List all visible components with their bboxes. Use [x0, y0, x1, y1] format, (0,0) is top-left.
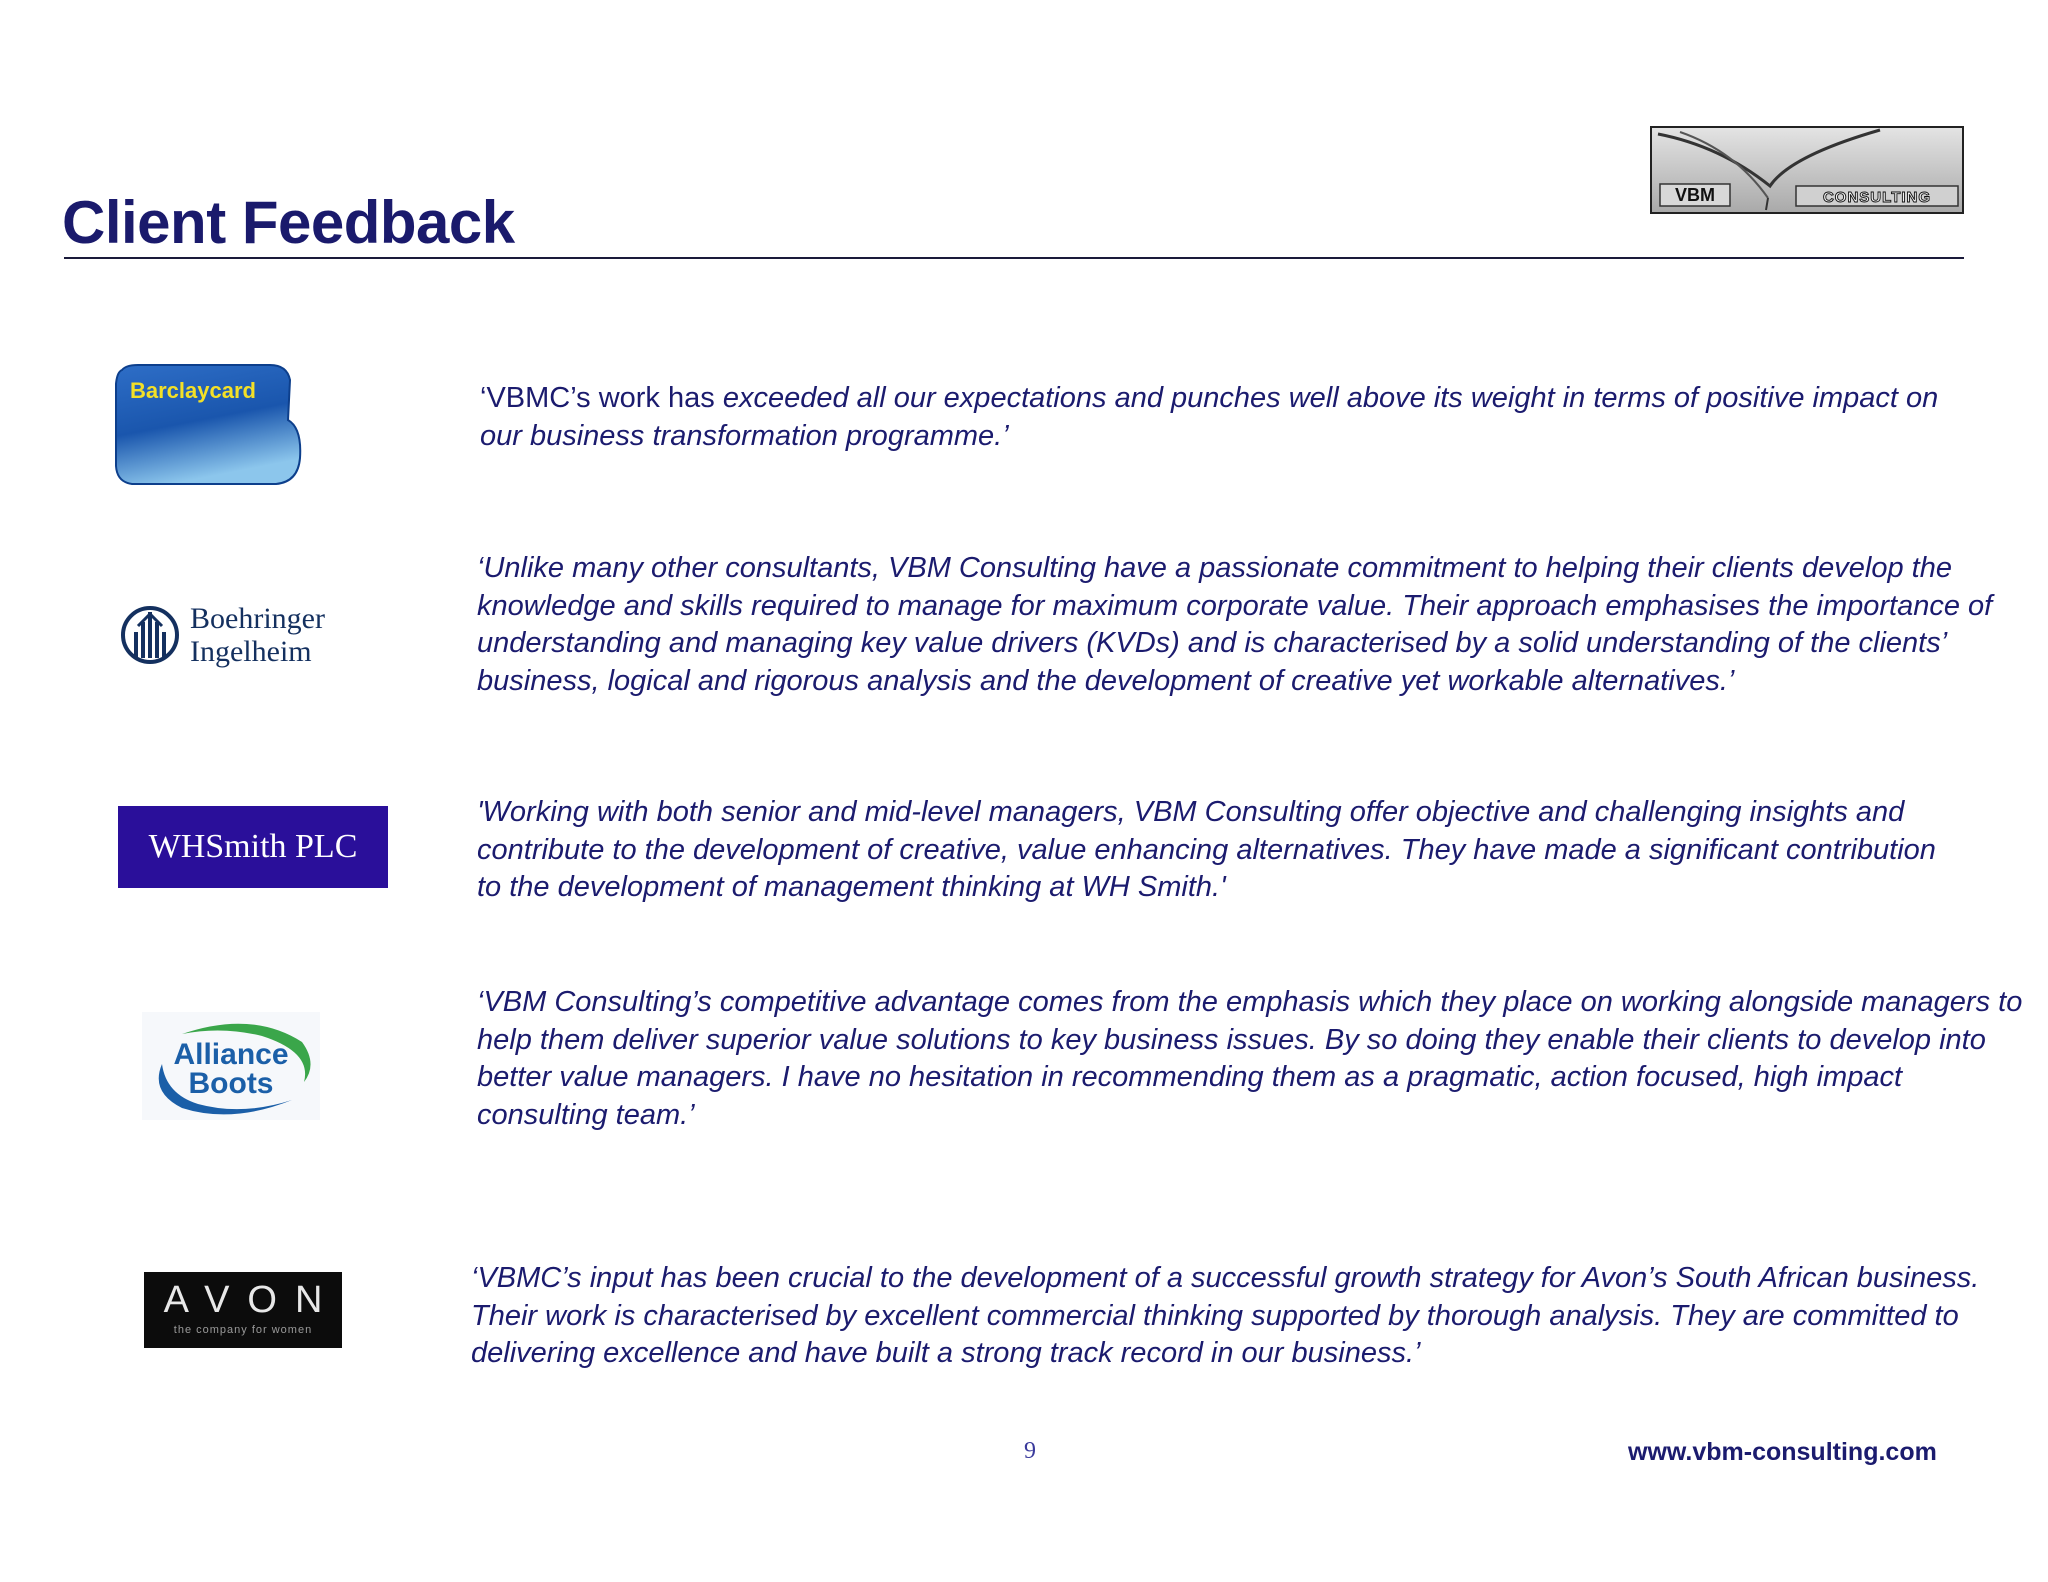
avon-tagline: the company for women: [173, 1324, 313, 1336]
testimonial-quote-boehringer: ‘Unlike many other consultants, VBM Consulting have a passionate commitment to helping their clients develop the knowledge and skills required to manage for maximum corporate value. Their approach emphasises the importance of understanding and managing key value drivers (KVDs) and is characterised by a solid understanding of the clients’ business, logical and rigorous analysis and the development of creative yet workable alternatives.’: [477, 552, 1993, 697]
boehringer-line: Boehringer: [190, 602, 325, 635]
boehringer-building-icon: [120, 602, 182, 668]
website-link[interactable]: www.vbm-consulting.com: [1628, 1438, 1937, 1466]
svg-text:Barclaycard: Barclaycard: [130, 378, 256, 403]
page-number: 9: [1024, 1438, 1036, 1464]
testimonial-quote-barclaycard: ‘VBMC’s work has exceeded all our expectations and punches well above its weight in terms of positive impact on our business transformation programme.’: [480, 382, 1939, 452]
alliance-line: Alliance: [173, 1038, 289, 1071]
ingelheim-line: Ingelheim: [190, 635, 312, 668]
svg-text:CONSULTING: CONSULTING: [1822, 189, 1932, 206]
boehringer-ingelheim-logo: [120, 600, 340, 670]
vbm-consulting-logo: [1650, 126, 1964, 214]
avon-wordmark: AVON: [163, 1279, 341, 1321]
svg-text:VBM: VBM: [1675, 185, 1715, 205]
testimonial-quote-avon: ‘VBMC’s input has been crucial to the development of a successful growth strategy for Avon’s South African business. Their work is characterised by excellent commercial thinking supported by thorough analysis. They are committed to delivering excellence and have built a strong track record in our business.’: [471, 1262, 1980, 1369]
barclaycard-logo: [112, 362, 302, 488]
alliance-boots-logo: [142, 1012, 320, 1120]
testimonial-quote-whsmith: 'Working with both senior and mid-level managers, VBM Consulting offer objective and challenging insights and contribute to the development of creative, value enhancing alternatives. They have made a significant contribution to the development of management thinking at WH Smith.': [477, 796, 1936, 903]
page-title: Client Feedback: [62, 189, 515, 256]
whsmith-logo: WHSmith PLC: [118, 806, 388, 888]
avon-logo: [144, 1272, 342, 1348]
testimonial-quote-alliance-boots: ‘VBM Consulting’s competitive advantage comes from the emphasis which they place on working alongside managers to help them deliver superior value solutions to key business issues. By so doing they enable their clients to develop into better value managers. I have no hesitation in recommending them as a pragmatic, action focused, high impact consulting team.’: [477, 986, 2023, 1131]
boots-line: Boots: [188, 1067, 274, 1100]
title-divider: [64, 257, 1964, 259]
